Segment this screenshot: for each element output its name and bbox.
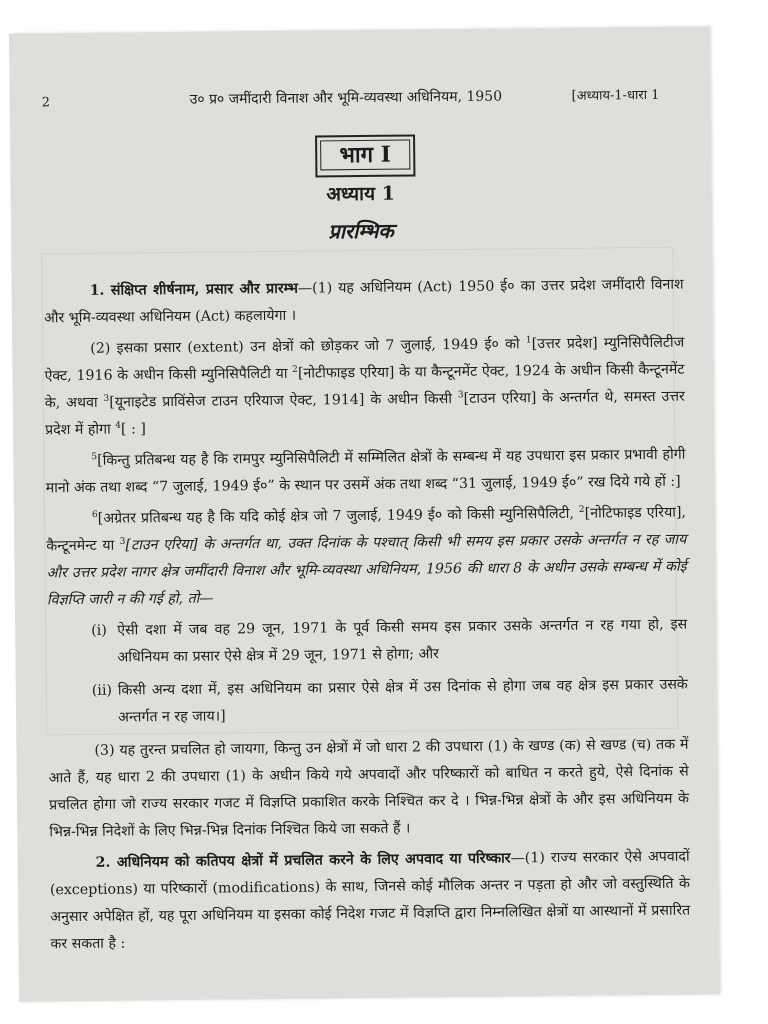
header-title: उ० प्र० जमींदारी विनाश और भूमि-व्यवस्था अधिनियम, 1950 xyxy=(189,88,503,108)
running-header xyxy=(10,84,710,113)
footnote-mark: 1 xyxy=(525,335,532,346)
part-label-box xyxy=(315,134,415,177)
footnote-mark: 4 xyxy=(115,420,121,431)
item-number: (i) xyxy=(91,622,107,639)
paragraph: (3) यह तुरन्त प्रचलित हो जायगा, किन्तु उन क्षेत्रों में जो धारा 2 की उपधारा (1) के खण्ड (क) से खण्ड (च) तक में आते हैं, यह धारा 2 की उपधारा (1) के अधीन किये गये अपवादों और परिष्कारों को बाधित न करते हुये, ऐसे दिनांक से प्रचलित होगा जो राज्य सरकार गजट में विज्ञप्ति प्रकाशित करके निश्चित कर दे । भिन्न-भिन्न क्षेत्रों के और इस अधिनियम के भिन्न-भिन्न निदेशों के लिए भिन्न-भिन्न दिनांक निश्चित किये जा सकते हैं । xyxy=(48,736,690,841)
footnote-mark: 3 xyxy=(457,390,464,401)
paragraph: (2) इसका प्रसार (extent) उन क्षेत्रों को छोड़कर जो 7 जुलाई, 1949 ई० को $^1$[उत्तर प्रदेश] म्युनिसिपैलिटीज ऐक्ट, 1916 के अधीन किसी म्युनिसिपैलिटी या $^2$[नोटीफाइड एरिया] के या कैन्टूनमेंट ऐक्ट, 1924 के अधीन किसी कैन्टूनमेंट के, अथवा $^3$[यूनाइटेड प्राविंसेज टाउन एरियाज ऐक्ट, 1914] के अधीन किसी $^3$[टाउन एरिया] के अन्तर्गत थे, समस्त उत्तर प्रदेश में होगा $^4$[ : ] xyxy=(44,334,685,439)
footnote-mark: 2 xyxy=(578,504,585,516)
paragraph: 2. अधिनियम को कतिपय क्षेत्रों में प्रचलित करने के लिए अपवाद या परिष्कार—(1) राज्य सरकार ऐसे अपवादों (exceptions) या परिष्कारों (modifications) के साथ, जिनसे कोई मौलिक अन्तर न पड़ता हो और जो वस्तुस्थिति के अनुसार अपेक्षित हों, यह पूरा अधिनियम या इसका कोई निदेश गजट में विज्ञप्ति द्वारा निम्नलिखित क्षेत्रों या आस्थानों में प्रसारित कर सकता है : xyxy=(49,848,691,953)
paragraph: $^5$[किन्तु प्रतिबन्ध यह है कि रामपुर म्युनिसिपैलिटी में सम्मिलित क्षेत्रों के सम्बन्ध में यह उपधारा इस प्रकार प्रभावी होगी मानो अंक तथा शब्द “7 जुलाई, 1949 ई०” के स्थान पर उसमें अंक तथा शब्द “31 जुलाई, 1949 ई०” रख दिये गये हों :] xyxy=(45,446,686,497)
part-label: भाग I xyxy=(320,139,410,170)
section-heading: प्रारम्भिक xyxy=(328,218,394,244)
section-title: 1. संक्षिप्त शीर्षनाम, प्रसार और प्रारम्भ xyxy=(89,280,299,299)
body-text xyxy=(44,272,691,963)
footnote-mark: 6 xyxy=(91,510,98,521)
footnote-mark: 2 xyxy=(292,364,298,376)
footnote-mark: 5 xyxy=(91,452,98,463)
footnote-mark: 3 xyxy=(119,536,126,547)
list-item: (ii) किसी अन्य दशा में, इस अधिनियम का प्रसार ऐसे क्षेत्र में उस दिनांक से होगा जब वह क्षेत्र इस प्रकार उसके अन्तर्गत न रह जाय।] xyxy=(91,676,688,726)
paragraph: 1. संक्षिप्त शीर्षनाम, प्रसार और प्रारम्भ—(1) यह अधिनियम (Act) 1950 ई० का उत्तर प्रदेश जमींदारी विनाश और भूमि-व्यवस्था अधिनियम (Act) कहलायेगा । xyxy=(43,276,684,327)
section-title: 2. अधिनियम को कतिपय क्षेत्रों में प्रचलित करने के लिए अपवाद या परिष्कार xyxy=(95,850,511,871)
paragraph: $^6$[अग्रेतर प्रतिबन्ध यह है कि यदि कोई क्षेत्र जो 7 जुलाई, 1949 ई० को किसी म्युनिसिपैलिटी, $^2$[नोटिफाइड एरिया], कैन्टूनमेन्ट या $^3$[टाउन एरिया] के अन्तर्गत था, उक्त दिनांक के पश्चात् किसी भी समय इस प्रकार उसके अन्तर्गत न रह जाय और उत्तर प्रदेश नागर क्षेत्र जमींदारी विनाश और भूमि-व्यवस्था अधिनियम, 1956 की धारा 8 के अधीन उसके सम्बन्ध में कोई विज्ञप्ति जारी न की गई हो, तो— xyxy=(46,504,687,609)
page-number: 2 xyxy=(41,95,51,111)
list-item: (i) ऐसी दशा में जब वह 29 जून, 1971 के पूर्व किसी समय इस प्रकार उसके अन्तर्गत न रह गया हो, इस अधिनियम का प्रसार ऐसे क्षेत्र में 29 जून, 1971 से होगा; और xyxy=(91,616,688,666)
header-reference: [अध्याय-1-धारा 1 xyxy=(571,87,660,104)
footnote-mark: 3 xyxy=(103,393,110,404)
scanned-page xyxy=(9,26,719,1001)
item-number: (ii) xyxy=(91,682,113,699)
chapter-label: अध्याय 1 xyxy=(326,182,395,206)
